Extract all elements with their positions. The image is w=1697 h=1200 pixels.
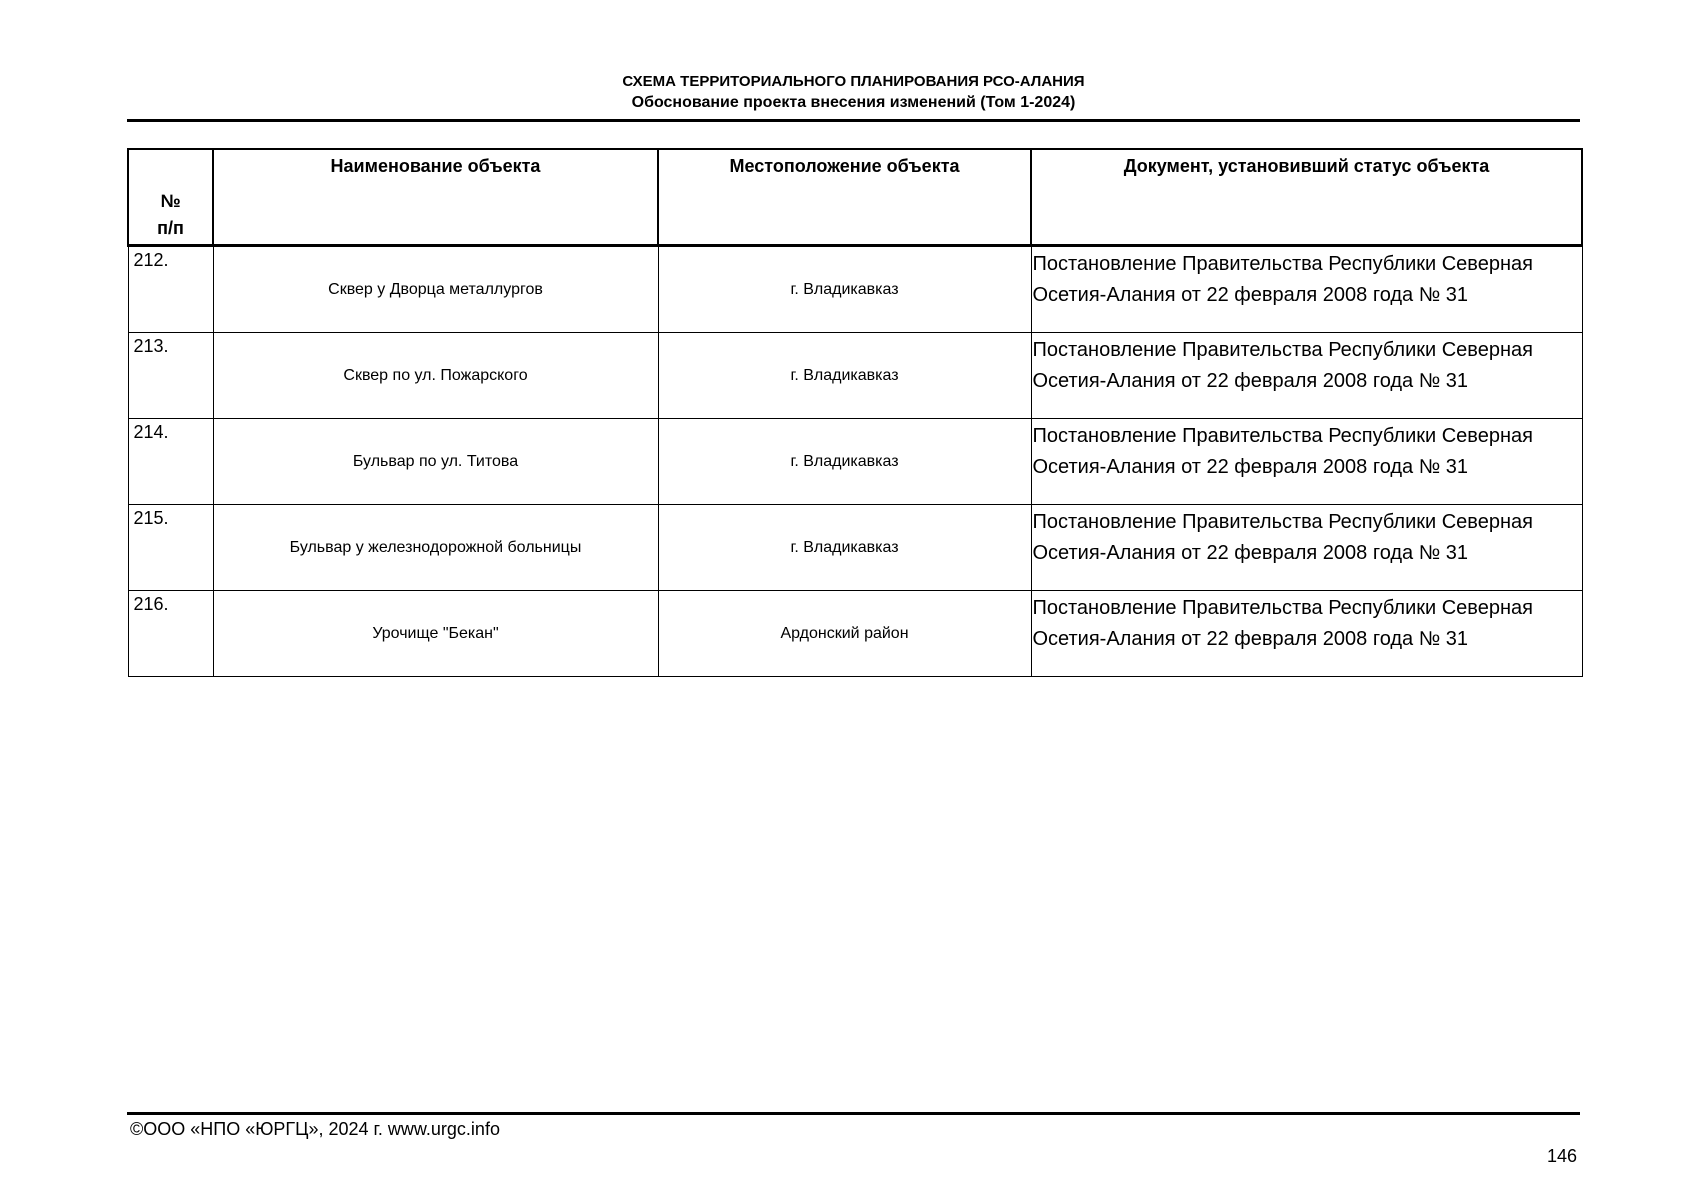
page-number: 146 <box>1546 1146 1577 1166</box>
row-number: 216. <box>128 591 213 677</box>
table-header <box>128 149 1582 246</box>
row-number: 214. <box>128 419 213 505</box>
status-document: Постановление Правительства Республики Северная Осетия-Алания от 22 февраля 2008 года № 31 <box>1031 333 1582 419</box>
table-row <box>128 333 1582 419</box>
object-location: г. Владикавказ <box>658 419 1031 505</box>
document-subtitle: Обоснование проекта внесения изменений (Том 1-2024) <box>631 94 1076 111</box>
header-divider <box>127 119 1580 122</box>
column-header-document: Документ, установивший статус объекта <box>1031 149 1582 246</box>
page-header <box>127 72 1580 114</box>
objects-table <box>127 148 1583 677</box>
column-header-name: Наименование объекта <box>213 149 658 246</box>
document-title: СХЕМА ТЕРРИТОРИАЛЬНОГО ПЛАНИРОВАНИЯ РСО-АЛАНИЯ <box>622 73 1085 90</box>
column-header-number-line2: п/п <box>157 218 184 238</box>
object-location: г. Владикавказ <box>658 505 1031 591</box>
object-location: г. Владикавказ <box>658 246 1031 333</box>
table-row <box>128 591 1582 677</box>
row-number: 215. <box>128 505 213 591</box>
object-name: Бульвар у железнодорожной больницы <box>213 505 658 591</box>
status-document: Постановление Правительства Республики Северная Осетия-Алания от 22 февраля 2008 года № 31 <box>1031 419 1582 505</box>
object-name: Бульвар по ул. Титова <box>213 419 658 505</box>
column-header-location: Местоположение объекта <box>658 149 1031 246</box>
row-number: 213. <box>128 333 213 419</box>
object-name: Урочище "Бекан" <box>213 591 658 677</box>
status-document: Постановление Правительства Республики Северная Осетия-Алания от 22 февраля 2008 года № 31 <box>1031 591 1582 677</box>
table-row <box>128 419 1582 505</box>
column-header-number-line1: № <box>160 191 181 211</box>
row-number: 212. <box>128 246 213 333</box>
object-name: Сквер по ул. Пожарского <box>213 333 658 419</box>
object-location: г. Владикавказ <box>658 333 1031 419</box>
object-location: Ардонский район <box>658 591 1031 677</box>
column-header-number <box>128 149 213 246</box>
table-body <box>128 246 1582 677</box>
status-document: Постановление Правительства Республики Северная Осетия-Алания от 22 февраля 2008 года № 31 <box>1031 505 1582 591</box>
table-header-row <box>128 149 1582 246</box>
table-row <box>128 505 1582 591</box>
object-name: Сквер у Дворца металлургов <box>213 246 658 333</box>
status-document: Постановление Правительства Республики Северная Осетия-Алания от 22 февраля 2008 года № 31 <box>1031 246 1582 333</box>
footer-divider <box>127 1112 1580 1115</box>
table-row <box>128 246 1582 333</box>
footer-copyright: ©ООО «НПО «ЮРГЦ», 2024 г. www.urgc.info <box>130 1119 500 1139</box>
